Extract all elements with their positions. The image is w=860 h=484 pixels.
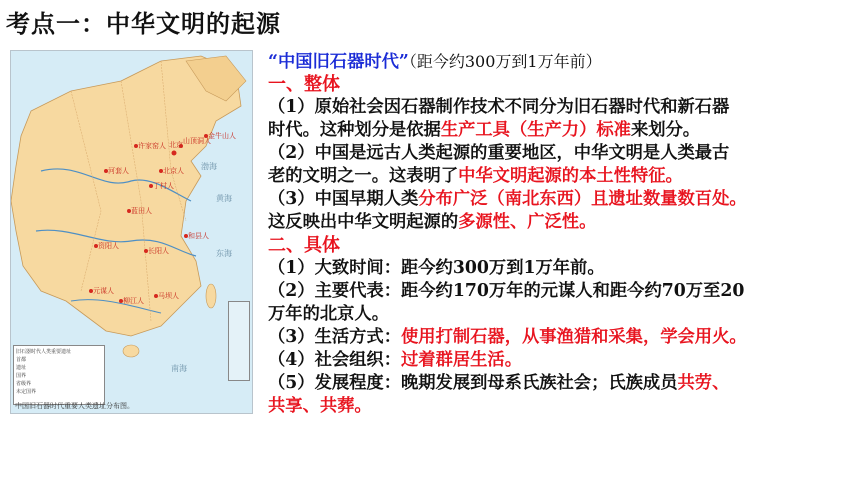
china-map (10, 50, 253, 414)
highlight-span: 中华文明起源的本土性特征。 (458, 166, 683, 186)
map-label: 和县人 (188, 232, 209, 240)
heading-term: “中国旧石器时代” (268, 52, 409, 72)
taiwan-island (206, 284, 216, 308)
section-heading-overall: 一、整体 (268, 74, 340, 95)
highlight-span: 多源性、广泛性。 (458, 212, 597, 232)
highlight-span: 分布广泛（南北东西）且遗址数量数百处。 (418, 189, 747, 209)
paragraph-line: 共享、共葬。 (268, 396, 372, 416)
paragraph-line (268, 188, 858, 211)
text-span: （3）生活方式： (268, 327, 401, 347)
sea-label: 黄海 (216, 194, 232, 203)
sea-label: 渤海 (201, 162, 217, 171)
map-label: 山顶洞人 (183, 137, 211, 145)
map-label: 资阳人 (98, 242, 119, 250)
map-label: 蓝田人 (131, 207, 152, 215)
legend-item: 国界 (16, 373, 27, 379)
map-label: 长阳人 (148, 247, 169, 255)
paragraph-line (268, 165, 858, 188)
paragraph-line: （2）主要代表：距今约170万年的元谋人和距今约70万至20 (268, 281, 745, 301)
paragraph-line (268, 326, 858, 349)
legend-item: 首都 (16, 357, 27, 363)
text-span: 时代。这种划分是依据 (268, 120, 441, 140)
highlight-span: 过着群居生活。 (401, 350, 522, 370)
section-heading-specific: 二、具体 (268, 235, 340, 256)
sea-label: 东海 (216, 249, 232, 258)
map-label: 马坝人 (158, 292, 179, 300)
text-span: （4）社会组织： (268, 350, 401, 370)
site-dot (172, 151, 177, 156)
map-label: 北京人 (163, 167, 184, 175)
text-span: 这反映出中华文明起源的 (268, 212, 459, 232)
paragraph-line: （1）大致时间：距今约300万到1万年前。 (268, 258, 605, 278)
legend-title: 旧石器时代人类重要遗址 (16, 349, 72, 355)
content-heading (268, 50, 858, 73)
paragraph-line (268, 119, 858, 142)
highlight-span: 共劳、 (677, 373, 730, 393)
map-label: 北京 (169, 141, 183, 149)
map-label: 丁村人 (153, 182, 174, 190)
hainan-island (123, 345, 139, 357)
highlight-span: 使用打制石器，从事渔猎和采集，学会用火。 (401, 327, 747, 347)
map-label: 金牛山人 (208, 132, 236, 140)
paragraph-line: 万年的北京人。 (268, 304, 389, 324)
paragraph-line (268, 211, 858, 234)
paragraph-line (268, 349, 858, 372)
map-caption: 中国旧石器时代重要人类遗址分布图。 (15, 402, 134, 410)
legend-item: 未定国界 (16, 389, 37, 395)
text-span: （5）发展程度：晚期发展到母系氏族社会；氏族成员 (268, 373, 678, 393)
highlight-span: 生产工具（生产力）标准 (440, 120, 631, 140)
paragraph-line: （2）中国是远古人类起源的重要地区，中华文明是人类最古 (268, 143, 730, 163)
legend-item: 遗址 (16, 365, 27, 371)
legend-item: 省级界 (16, 381, 32, 387)
map-label: 河套人 (108, 167, 129, 175)
content-body (268, 50, 858, 418)
paragraph-line: （1）原始社会因石器制作技术不同分为旧石器时代和新石器 (268, 97, 730, 117)
map-legend (13, 345, 105, 405)
sea-label: 南海 (171, 364, 187, 373)
map-label: 许家窑人 (138, 142, 166, 150)
text-span: 老的文明之一。这表明了 (268, 166, 459, 186)
text-span: （3）中国早期人类 (268, 189, 419, 209)
paragraph-line (268, 372, 858, 395)
south-china-sea-inset (228, 301, 250, 381)
heading-date: （距今约300万到1万年前） (408, 52, 602, 71)
map-label: 柳江人 (123, 297, 144, 305)
text-span: 来划分。 (630, 120, 701, 140)
page-title: 考点一：中华文明的起源 (6, 10, 281, 38)
map-label: 元谋人 (93, 287, 114, 295)
